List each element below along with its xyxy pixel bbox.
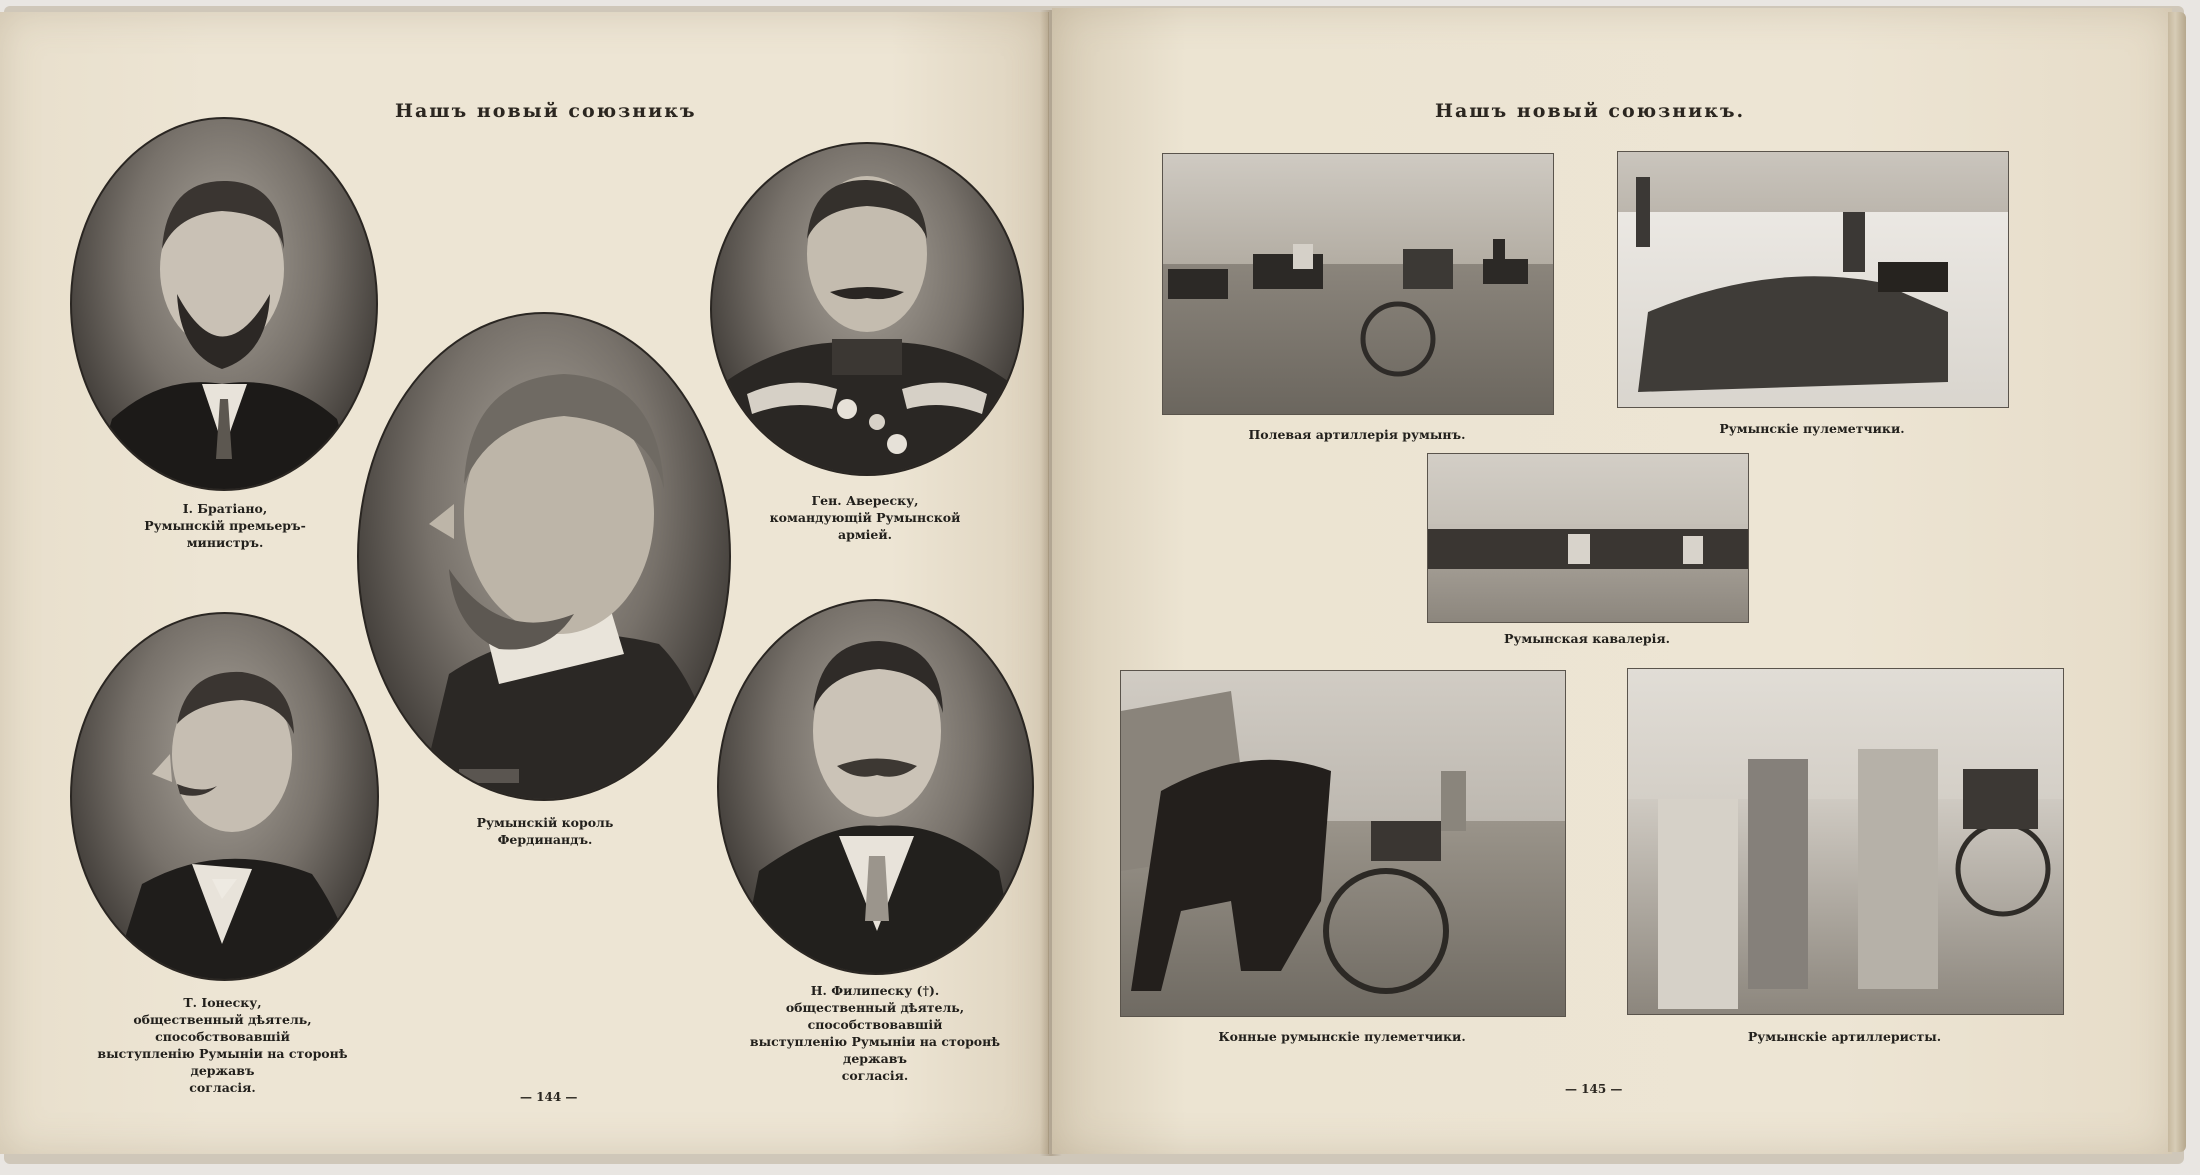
photo-field-artillery [1162,153,1554,415]
caption-bratiano: I. Братiано, Румынскiй премьеръ- министръ. [144,501,306,550]
portrait-filipescu [717,599,1034,975]
portrait-king-ferdinand [357,312,731,801]
portrait-ionescu [70,612,379,981]
book-right-edge [2168,12,2186,1152]
caption-artillerymen: Румынскiе артиллеристы. [1747,1029,1942,1044]
photo-mounted-machine-gunners [1120,670,1566,1017]
caption-machine-gunners: Румынскiе пулеметчики. [1719,421,1905,436]
caption-king-ferdinand: Румынскiй король Фердинандъ. [476,815,614,847]
page-number-right: — 145 — [1565,1082,1623,1096]
caption-field-artillery: Полевая артиллерiя румынъ. [1248,427,1466,442]
left-page [0,12,1049,1154]
photo-machine-gunners [1617,151,2009,408]
portrait-averescu [710,142,1024,476]
caption-averescu: Ген. Авереску, командующiй Румынской армiей. [769,493,961,542]
right-page-heading: Нашъ новый союзникъ. [1435,100,1746,122]
photo-cavalry [1427,453,1749,623]
portrait-bratiano [70,117,378,491]
caption-ionescu: Т. Іонеску, общественный дѣятель, способствовавшiй выступленiю Румынiи на сторонѣ державъ согласiя. [97,995,348,1095]
right-page [1052,8,2172,1154]
left-page-heading: Нашъ новый союзникъ [395,100,697,122]
page-number-left: — 144 — [520,1090,578,1104]
caption-filipescu: Н. Филипеску (†). общественный дѣятель, способствовавшiй выступленiю Румынiи на сторонѣ державъ согласiя. [749,983,1001,1083]
caption-mounted-machine-gunners: Конные румынскiе пулеметчики. [1218,1029,1466,1044]
photo-artillerymen [1627,668,2064,1015]
caption-cavalry: Румынская кавалерiя. [1503,631,1670,646]
